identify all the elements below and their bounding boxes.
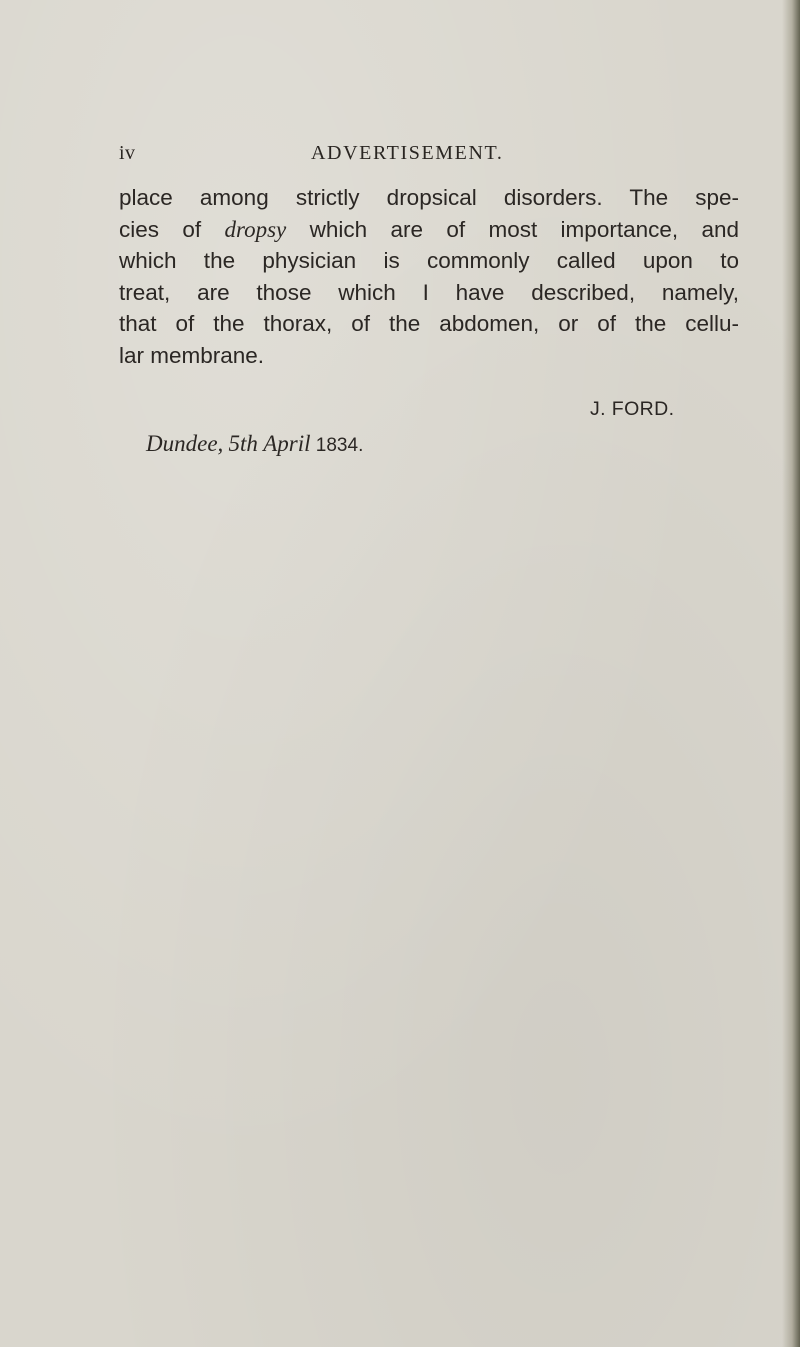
dateline — [146, 431, 363, 457]
text-line: treat, are those which I have described, namely, — [119, 279, 739, 305]
dateline-date: 5th April — [228, 431, 311, 456]
page-edge-shadow — [782, 0, 800, 1347]
text-segment: which are of most importance, and — [286, 216, 740, 242]
text-line: lar membrane. — [119, 342, 265, 368]
text-line: that of the thorax, of the abdomen, or of the cellu- — [119, 311, 739, 337]
dateline-year: 1834. — [315, 435, 364, 456]
text-segment: cies of — [119, 216, 225, 242]
author-signature: J. FORD. — [590, 398, 675, 420]
running-head — [119, 142, 709, 168]
text-line — [119, 214, 739, 246]
dateline-place: Dundee, — [146, 431, 224, 456]
text-line: which the physician is commonly called upon to — [119, 248, 739, 274]
page-number: iv — [119, 142, 136, 164]
running-head-title: ADVERTISEMENT. — [311, 142, 504, 164]
text-line: place among strictly dropsical disorders. The spe- — [119, 185, 739, 210]
body-paragraph — [119, 182, 739, 372]
italic-term: dropsy — [224, 216, 287, 242]
